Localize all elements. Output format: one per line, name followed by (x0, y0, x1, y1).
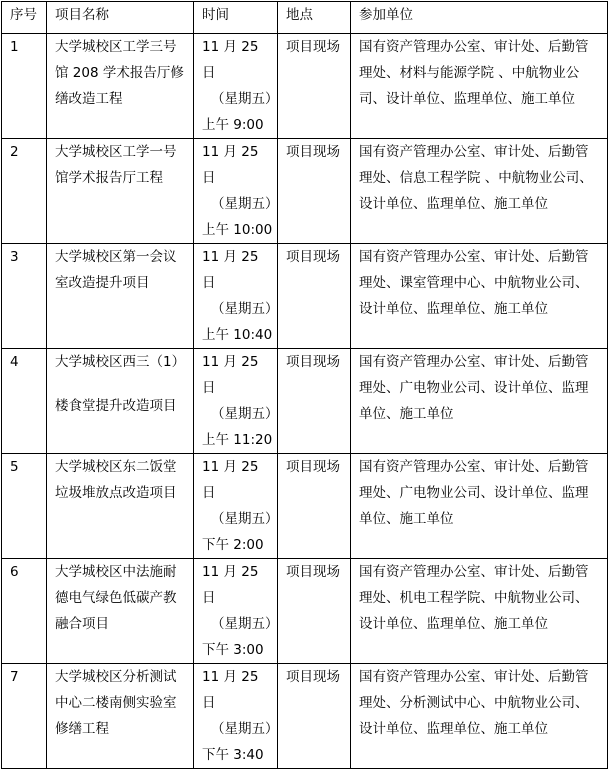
units-line: 理处、分析测试中心、中航物业公司、 (359, 695, 589, 711)
time-weekday: （星期五） (211, 616, 279, 632)
cell-no: 2 (2, 139, 47, 244)
units-line: 国有资产管理办公室、审计处、后勤管 (359, 249, 589, 265)
header-no: 序号 (2, 2, 47, 34)
project-name-line: 大学城校区西三（1） (55, 354, 186, 370)
units-line: 设计单位、监理单位、施工单位 (359, 721, 548, 737)
cell-time (194, 664, 278, 769)
project-name-line: 大学城校区第一会议 (55, 249, 177, 265)
table-row (2, 139, 608, 244)
cell-units (351, 664, 608, 769)
time-clock: 上午 10:00 (202, 222, 273, 238)
units-line: 设计单位、监理单位、施工单位 (359, 301, 548, 317)
time-date: 11 月 25 日 (202, 39, 259, 81)
cell-units (351, 559, 608, 664)
units-line: 理处、机电工程学院、中航物业公司、 (359, 590, 589, 606)
cell-time (194, 349, 278, 454)
units-line: 国有资产管理办公室、审计处、后勤管 (359, 39, 589, 55)
cell-no: 4 (2, 349, 47, 454)
table-row (2, 244, 608, 349)
project-name-line: 大学城校区工学一号 (55, 144, 177, 160)
cell-time (194, 139, 278, 244)
project-name-line: 缮改造工程 (55, 91, 123, 107)
project-name-line: 室改造提升项目 (55, 275, 150, 291)
units-line: 单位、施工单位 (359, 511, 454, 527)
header-units: 参加单位 (351, 2, 608, 34)
project-name-line: 融合项目 (55, 616, 109, 632)
cell-time (194, 244, 278, 349)
table-row (2, 34, 608, 139)
project-name-line: 楼食堂提升改造项目 (55, 398, 177, 414)
time-date: 11 月 25 日 (202, 669, 259, 711)
cell-location: 项目现场 (278, 244, 351, 349)
units-line: 国有资产管理办公室、审计处、后勤管 (359, 564, 589, 580)
cell-location: 项目现场 (278, 664, 351, 769)
cell-name (47, 34, 194, 139)
cell-location: 项目现场 (278, 34, 351, 139)
project-name-line: 馆 208 学术报告厅修 (55, 65, 184, 81)
header-time: 时间 (194, 2, 278, 34)
table-row (2, 349, 608, 454)
time-clock: 下午 3:00 (202, 642, 264, 658)
units-line: 理处、材料与能源学院 、中航物业公 (359, 65, 580, 81)
project-name-line: 中心二楼南侧实验室 (55, 695, 177, 711)
header-row (2, 2, 608, 34)
cell-location: 项目现场 (278, 349, 351, 454)
cell-name (47, 244, 194, 349)
cell-units (351, 139, 608, 244)
time-clock: 下午 2:00 (202, 537, 264, 553)
project-name-line: 馆学术报告厅工程 (55, 170, 163, 186)
project-name-line: 垃圾堆放点改造项目 (55, 485, 177, 501)
units-line: 设计单位、监理单位、施工单位 (359, 616, 548, 632)
cell-no: 3 (2, 244, 47, 349)
project-name-line: 德电气绿色低碳产教 (55, 590, 177, 606)
cell-no: 5 (2, 454, 47, 559)
cell-units (351, 34, 608, 139)
time-date: 11 月 25 日 (202, 354, 259, 396)
units-line: 单位、施工单位 (359, 406, 454, 422)
cell-units (351, 454, 608, 559)
time-date: 11 月 25 日 (202, 459, 259, 501)
cell-location: 项目现场 (278, 139, 351, 244)
units-line: 国有资产管理办公室、审计处、后勤管 (359, 459, 589, 475)
table-row (2, 664, 608, 769)
time-weekday: （星期五） (211, 406, 279, 422)
cell-location: 项目现场 (278, 559, 351, 664)
project-name-line: 大学城校区工学三号 (55, 39, 177, 55)
cell-time (194, 454, 278, 559)
cell-units (351, 244, 608, 349)
table-row (2, 454, 608, 559)
cell-time (194, 34, 278, 139)
time-date: 11 月 25 日 (202, 249, 259, 291)
cell-name (47, 559, 194, 664)
project-name-line: 大学城校区东二饭堂 (55, 459, 177, 475)
units-line: 国有资产管理办公室、审计处、后勤管 (359, 354, 589, 370)
header-name: 项目名称 (47, 2, 194, 34)
units-line: 理处、广电物业公司、设计单位、监理 (359, 485, 589, 501)
time-clock: 下午 3:40 (202, 747, 264, 763)
units-line: 理处、广电物业公司、设计单位、监理 (359, 380, 589, 396)
cell-no: 7 (2, 664, 47, 769)
schedule-table (1, 1, 608, 769)
time-clock: 上午 9:00 (202, 117, 264, 133)
cell-name (47, 349, 194, 454)
table-row (2, 559, 608, 664)
cell-location: 项目现场 (278, 454, 351, 559)
units-line: 理处、课室管理中心、中航物业公司、 (359, 275, 589, 291)
time-weekday: （星期五） (211, 91, 279, 107)
units-line: 国有资产管理办公室、审计处、后勤管 (359, 669, 589, 685)
cell-name (47, 664, 194, 769)
cell-units (351, 349, 608, 454)
header-location: 地点 (278, 2, 351, 34)
units-line: 司、设计单位、监理单位、施工单位 (359, 91, 575, 107)
cell-no: 1 (2, 34, 47, 139)
cell-name (47, 454, 194, 559)
cell-no: 6 (2, 559, 47, 664)
time-clock: 上午 11:20 (202, 432, 273, 448)
project-name-line: 修缮工程 (55, 721, 109, 737)
time-date: 11 月 25 日 (202, 144, 259, 186)
cell-time (194, 559, 278, 664)
units-line: 设计单位、监理单位、施工单位 (359, 196, 548, 212)
project-name-line: 大学城校区中法施耐 (55, 564, 177, 580)
time-weekday: （星期五） (211, 511, 279, 527)
time-date: 11 月 25 日 (202, 564, 259, 606)
time-weekday: （星期五） (211, 301, 279, 317)
units-line: 理处、信息工程学院 、中航物业公司、 (359, 170, 593, 186)
time-clock: 上午 10:40 (202, 327, 273, 343)
time-weekday: （星期五） (211, 721, 279, 737)
units-line: 国有资产管理办公室、审计处、后勤管 (359, 144, 589, 160)
cell-name (47, 139, 194, 244)
project-name-line: 大学城校区分析测试 (55, 669, 177, 685)
time-weekday: （星期五） (211, 196, 279, 212)
